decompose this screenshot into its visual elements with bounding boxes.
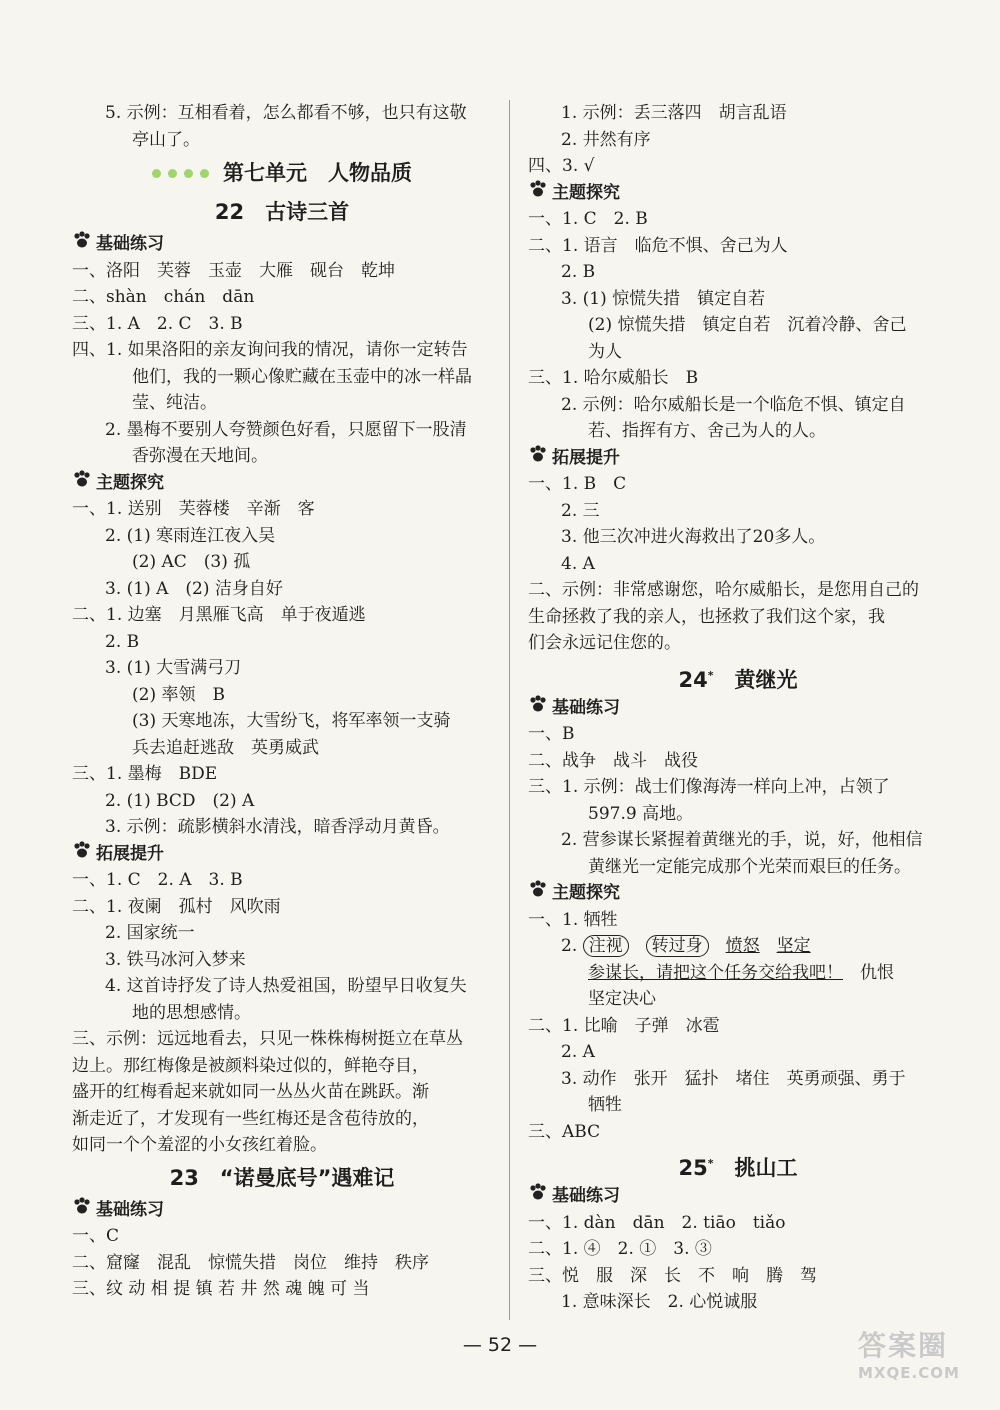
answer-line: 一、1. 送别 芙蓉楼 辛渐 客 (72, 499, 315, 519)
answer-line: 3. 动作 张开 猛扑 堵住 英勇顽强、勇于 (561, 1068, 906, 1089)
answer-line: 二、1. 语言 临危不惧、舍己为人 (528, 235, 788, 256)
answer-line: 一、1. dàn dān 2. tiāo tiǎo (528, 1212, 786, 1233)
underlined-word: 愤怒 (725, 936, 760, 956)
answer-line: 2. (1) 寒雨连江夜入吴 (105, 525, 276, 546)
answer-line (528, 960, 948, 987)
section-heading (72, 841, 492, 868)
section-heading (528, 880, 948, 907)
answer-line: 三、1. 示例：战士们像海涛一样向上冲，占领了 (528, 777, 890, 797)
answer-line: 盛开的红梅看起来就如同一丛丛火苗在跳跃。渐 (72, 1082, 429, 1102)
answer-line: 三、1. 哈尔威船长 B (528, 368, 699, 388)
section-heading (528, 695, 948, 722)
paw-icon (528, 1183, 548, 1210)
answer-line: 二、示例：非常感谢您，哈尔威船长，是您用自己的 (528, 580, 919, 600)
answer-line: 一、洛阳 芙蓉 玉壶 大雁 砚台 乾坤 (72, 260, 395, 281)
section-heading-label: 主题探究 (552, 182, 620, 203)
answer-line: 如同一个个羞涩的小女孩红着脸。 (72, 1135, 327, 1155)
answer-line: 们会永远记住您的。 (528, 633, 681, 653)
answer-line: 边上。那红梅像是被颜料染过似的，鲜艳夺目， (72, 1055, 429, 1076)
answer-line: 一、B (528, 724, 575, 744)
paw-icon (72, 1197, 92, 1224)
unit-title-label: 第七单元 人物品质 (223, 161, 412, 185)
answer-line: 4. 这首诗抒发了诗人热爱祖国，盼望早日收复失 (105, 976, 467, 996)
section-heading-label: 主题探究 (96, 472, 164, 493)
answer-line: 2. 三 (561, 500, 600, 521)
answer-line: 二、1. 比喻 子弹 冰雹 (528, 1015, 720, 1036)
answer-line: 牺牲 (588, 1095, 622, 1115)
answer-line: 一、C (72, 1226, 120, 1246)
lesson-number: 25 (678, 1156, 708, 1180)
answer-line: 若、指挥有方、舍己为人的人。 (588, 421, 826, 441)
section-heading (528, 1183, 948, 1210)
answer-line: 2. 井然有序 (561, 129, 651, 150)
answer-line: 一、1. C 2. B (528, 209, 648, 229)
answer-line: 1. 示例：丢三落四 胡言乱语 (561, 103, 787, 123)
answer-line: 597.9 高地。 (588, 803, 694, 824)
answer-line: 渐走近了，才发现有一些红梅还是含苞待放的， (72, 1108, 429, 1129)
section-heading-label: 基础练习 (552, 1186, 620, 1206)
answer-line: 三、1. 墨梅 BDE (72, 764, 218, 784)
answer-line: 二、1. 夜阑 孤村 风吹雨 (72, 896, 281, 917)
answer-line: 坚定决心 (588, 989, 656, 1009)
answer-line: (2) AC (3) 孤 (132, 552, 251, 572)
answer-line: 三、悦 服 深 长 不 响 腾 驾 (528, 1265, 817, 1286)
paw-icon (528, 180, 548, 207)
answer-line: 二、战争 战斗 战役 (528, 750, 698, 771)
section-heading (72, 470, 492, 497)
answer-line: 二、窟窿 混乱 惊慌失措 岗位 维持 秩序 (72, 1252, 429, 1273)
lesson-number: 24 (678, 667, 708, 692)
answer-line: 为人 (588, 341, 622, 362)
answer-line: 2. 国家统一 (105, 923, 195, 943)
section-heading-label: 主题探究 (552, 883, 620, 903)
answer-line: 一、1. B C (528, 474, 627, 494)
column-divider (509, 100, 510, 1320)
answer-line: 一、1. 牺牲 (528, 909, 618, 930)
answer-line: 香弥漫在天地间。 (132, 446, 268, 466)
circled-word: 注视 (583, 935, 629, 957)
lesson-name: 黄继光 (713, 667, 798, 692)
answer-line: 他们，我的一颗心像贮藏在玉壶中的冰一样晶 (132, 366, 472, 387)
paw-icon (528, 880, 548, 907)
answer-line: 生命拯救了我的亲人，也拯救了我们这个家，我 (528, 606, 885, 627)
lesson-title (528, 1145, 948, 1183)
optional-marker: * (707, 668, 714, 682)
answer-prefix: 2. (561, 936, 578, 956)
answer-line: 5. 示例：互相看着，怎么都看不够，也只有这敬 (105, 103, 467, 123)
answer-line: 4. A (561, 553, 595, 574)
answer-line: 3. (1) 惊慌失措 镇定自若 (561, 288, 766, 309)
paw-icon (528, 445, 548, 472)
section-heading (528, 445, 948, 472)
answer-line: 兵去追赶逃敌 英勇威武 (132, 737, 319, 758)
answer-line: (2) 率领 B (132, 684, 225, 705)
optional-marker: * (707, 1157, 714, 1170)
answer-line: 三、纹 动 相 提 镇 若 井 然 魂 魄 可 当 (72, 1279, 370, 1299)
answer-line (528, 933, 948, 960)
right-column (528, 100, 948, 1316)
section-heading-label: 基础练习 (96, 1199, 164, 1220)
answer-line: 3. (1) A (2) 洁身自好 (105, 578, 283, 599)
answer-line: 二、1. 边塞 月黑雁飞高 单于夜遁逃 (72, 605, 366, 625)
answer-line: 三、1. A 2. C 3. B (72, 313, 243, 334)
answer-line: 地的思想感情。 (132, 1002, 251, 1023)
answer-line: 黄继光一定能完成那个光荣而艰巨的任务。 (588, 856, 911, 877)
answer-line: 3. (1) 大雪满弓刀 (105, 658, 242, 678)
section-heading (72, 1197, 492, 1224)
answer-line: 2. 营参谋长紧握着黄继光的手，说，好，他相信 (561, 830, 923, 850)
page-number: — 52 — (462, 1334, 538, 1356)
answer-line: 2. A (561, 1042, 595, 1062)
circled-word: 转过身 (646, 935, 709, 957)
answer-line: 2. (1) BCD (2) A (105, 790, 255, 811)
paw-icon (72, 470, 92, 497)
answer-line: (3) 天寒地冻，大雪纷飞，将军率领一支骑 (132, 711, 451, 731)
answer-line: 1. 意味深长 2. 心悦诚服 (561, 1292, 758, 1312)
lesson-title (528, 657, 948, 695)
answer-line: 三、ABC (528, 1121, 601, 1142)
answer-line: 莹、纯洁。 (132, 393, 217, 413)
paw-icon (72, 231, 92, 258)
lesson-name: 挑山工 (713, 1156, 798, 1180)
lesson-title: 22 古诗三首 (214, 200, 350, 224)
section-heading (528, 180, 948, 207)
answer-line: 二、1. ④ 2. ① 3. ③ (528, 1239, 712, 1259)
answer-line: 三、示例：远远地看去，只见一株株梅树挺立在草丛 (72, 1029, 463, 1049)
paw-icon (72, 841, 92, 868)
answer-line: 3. 示例：疏影横斜水清浅，暗香浮动月黄昏。 (105, 817, 450, 837)
answer-line: 亭山了。 (132, 129, 200, 150)
watermark-url: MXQE.COM (858, 1364, 960, 1382)
answer-line: (2) 惊慌失措 镇定自若 沉着冷静、舍己 (588, 315, 907, 335)
section-heading-label: 基础练习 (96, 234, 164, 254)
answer-line: 四、3. √ (528, 156, 595, 176)
left-column (72, 100, 492, 1303)
paw-icon (528, 695, 548, 722)
answer-line: 二、shàn chán dān (72, 287, 255, 307)
watermark-logo (858, 1324, 988, 1394)
unit-title (72, 153, 492, 193)
answer-text: 仇恨 (843, 962, 894, 983)
answer-line: 2. 墨梅不要别人夸赞颜色好看，只愿留下一股清 (105, 419, 467, 440)
section-heading-label: 拓展提升 (96, 843, 164, 864)
lesson-title: 23 “诺曼底号”遇难记 (169, 1165, 395, 1190)
answer-line: 2. 示例：哈尔威船长是一个临危不惧、镇定自 (561, 394, 906, 415)
answer-line: 四、1. 如果洛阳的亲友询问我的情况，请你一定转告 (72, 340, 468, 360)
answer-line: 3. 铁马冰河入梦来 (105, 949, 246, 970)
section-heading (72, 231, 492, 258)
decorative-dots (152, 169, 209, 178)
watermark-text: 答案圈 (858, 1329, 949, 1362)
underlined-sentence: 参谋长，请把这个任务交给我吧！ (588, 962, 843, 983)
answer-line: 2. B (105, 631, 140, 652)
section-heading-label: 基础练习 (552, 697, 620, 718)
answer-line: 2. B (561, 262, 596, 282)
underlined-word: 坚定 (776, 936, 811, 956)
answer-line: 3. 他三次冲进火海救出了20多人。 (561, 527, 826, 547)
section-heading-label: 拓展提升 (552, 447, 620, 468)
answer-line: 一、1. C 2. A 3. B (72, 870, 243, 890)
